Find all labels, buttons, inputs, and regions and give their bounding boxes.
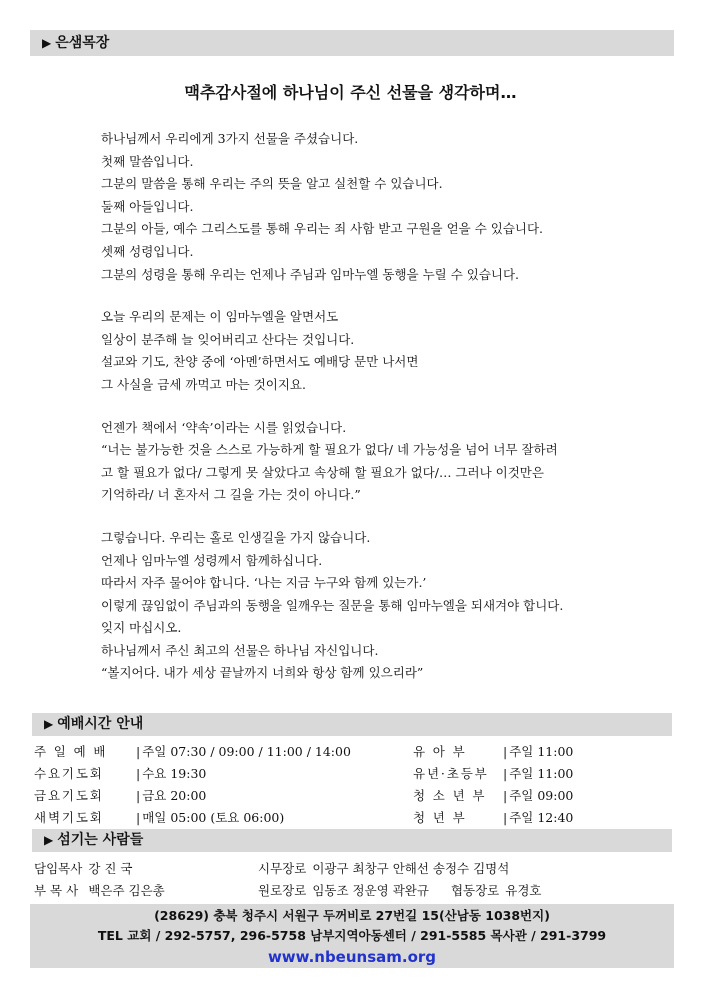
- schedule-row: [413, 762, 573, 784]
- article-line: 그렇습니다. 우리는 홀로 인생길을 가지 않습니다.: [101, 529, 371, 545]
- article-line: 오늘 우리의 문제는 이 임마누엘을 알면서도: [101, 309, 339, 325]
- staff-table-pastors: [34, 857, 171, 901]
- staff-row: [34, 857, 171, 879]
- schedule-label: 청 소 년 부: [413, 788, 487, 803]
- section-header-label: 예배시간 안내: [57, 716, 144, 732]
- schedule-label: 유 아 부: [413, 744, 467, 759]
- staff-row: [258, 879, 547, 901]
- schedule-label: 금요기도회: [34, 788, 104, 803]
- schedule-label: 주 일 예 배: [34, 744, 108, 759]
- schedule-separator: |: [503, 809, 508, 825]
- article-body: [101, 128, 631, 705]
- article-paragraph: [101, 128, 631, 286]
- schedule-row: [413, 784, 573, 806]
- staff-names: 강 진 국: [88, 861, 133, 876]
- schedule-time: 주일 11:00: [509, 766, 574, 781]
- schedule-separator: |: [503, 765, 508, 781]
- schedule-label: 유년·초등부: [413, 766, 489, 781]
- schedule-time: 주일 07:30 / 09:00 / 11:00 / 14:00: [142, 744, 351, 759]
- article-line: 그 사실을 금세 까먹고 마는 것이지요.: [101, 376, 306, 392]
- article-line: 일상이 분주해 늘 잊어버리고 산다는 것입니다.: [101, 331, 355, 347]
- article-line: 기억하라/ 너 혼자서 그 길을 가는 것이 아니다.”: [101, 487, 361, 503]
- schedule-row: [34, 784, 351, 806]
- article-line: 따라서 자주 물어야 합니다. ‘나는 지금 누구와 함께 있는가.’: [101, 575, 427, 591]
- article-line: 그분의 말씀을 통해 우리는 주의 뜻을 알고 실천할 수 있습니다.: [101, 176, 443, 192]
- schedule-separator: |: [136, 809, 141, 825]
- article-line: 언제나 임마누엘 성령께서 함께하십니다.: [101, 552, 323, 568]
- staff-names: 이광구 최창구 안해선 송정수 김명석: [312, 861, 510, 876]
- schedule-time: 수요 19:30: [142, 766, 207, 781]
- article-paragraph: [101, 527, 631, 685]
- article-line: 하나님께서 주신 최고의 선물은 하나님 자신입니다.: [101, 642, 379, 658]
- article-line: 그분의 성령을 통해 우리는 언제나 주님과 임마누엘 동행을 누릴 수 있습니다.: [101, 266, 520, 282]
- schedule-table-main: [34, 740, 351, 828]
- article-paragraph: [101, 306, 631, 396]
- staff-role: 담임목사: [34, 861, 83, 876]
- triangle-right-icon: ▶: [44, 717, 54, 731]
- triangle-right-icon: ▶: [44, 833, 54, 847]
- article-line: 잊지 마십시오.: [101, 620, 182, 636]
- schedule-time: 주일 12:40: [509, 810, 574, 825]
- schedule-separator: |: [503, 787, 508, 803]
- article-paragraph: [101, 417, 631, 507]
- article-line: 첫째 말씀입니다.: [101, 153, 194, 169]
- staff-row: [258, 857, 547, 879]
- schedule-label: 새벽기도회: [34, 810, 104, 825]
- schedule-row: [34, 806, 351, 828]
- schedule-row: [413, 740, 573, 762]
- article-line: 설교와 기도, 찬양 중에 ‘아멘’하면서도 예배당 문만 나서면: [101, 354, 419, 370]
- article-line: 언젠가 책에서 ‘약속’이라는 시를 읽었습니다.: [101, 419, 347, 435]
- schedule-table-departments: [413, 740, 573, 828]
- article-line: “볼지어다. 내가 세상 끝날까지 너희와 항상 함께 있으리라”: [101, 665, 424, 681]
- schedule-separator: |: [136, 765, 141, 781]
- staff-table-elders: [258, 857, 547, 901]
- schedule-label: 수요기도회: [34, 766, 104, 781]
- schedule-separator: |: [136, 787, 141, 803]
- church-footer: [30, 904, 674, 968]
- section-header-eunsam: [30, 30, 674, 56]
- schedule-label: 청 년 부: [413, 810, 467, 825]
- staff-role: 협동장로: [450, 883, 500, 898]
- article-line: 고 할 필요가 없다/ 그렇게 못 살았다고 속상해 할 필요가 없다/… 그러나 이것만은: [101, 464, 544, 480]
- article-line: 둘째 아들입니다.: [101, 198, 194, 214]
- staff-names: 임동조 정운영 곽완규: [312, 883, 429, 898]
- article-line: “너는 불가능한 것을 스스로 가능하게 할 필요가 없다/ 네 가능성을 넘어 너무 잘하려: [101, 442, 558, 458]
- schedule-row: [34, 740, 351, 762]
- section-header-staff: [32, 829, 672, 852]
- schedule-time: 매일 05:00 (토요 06:00): [142, 810, 285, 825]
- church-phone: TEL 교회 / 292-5757, 296-5758 남부지역아동센터 / 291-5585 목사관 / 291-3799: [97, 928, 607, 943]
- triangle-right-icon: ▶: [42, 36, 52, 50]
- staff-role: 원로장로: [258, 883, 307, 898]
- schedule-separator: |: [136, 743, 141, 759]
- schedule-separator: |: [503, 743, 508, 759]
- article-title: 맥추감사절에 하나님이 주신 선물을 생각하며…: [184, 83, 517, 102]
- article-line: 셋째 성령입니다.: [101, 243, 194, 259]
- staff-names: 백은주 김은총: [88, 883, 165, 898]
- article-line: 하나님께서 우리에게 3가지 선물을 주셨습니다.: [101, 131, 359, 146]
- schedule-time: 주일 11:00: [509, 744, 574, 759]
- section-header-service-times: [32, 713, 672, 736]
- section-header-label: 은샘목장: [55, 35, 110, 51]
- article-line: 이렇게 끊임없이 주님과의 동행을 일깨우는 질문을 통해 임마누엘을 되새겨야 합니다.: [101, 597, 564, 613]
- staff-role: 부 목 사: [34, 883, 79, 898]
- schedule-time: 주일 09:00: [509, 788, 574, 803]
- staff-row: [34, 879, 171, 901]
- schedule-row: [34, 762, 351, 784]
- church-address: (28629) 충북 청주시 서원구 두꺼비로 27번길 15(산남동 1038번지): [154, 908, 550, 923]
- article-line: 그분의 아들, 예수 그리스도를 통해 우리는 죄 사함 받고 구원을 얻을 수 있습니다.: [101, 221, 544, 237]
- schedule-time: 금요 20:00: [142, 788, 207, 803]
- staff-role: 시무장로: [258, 861, 307, 876]
- staff-names: 유경호: [505, 883, 542, 898]
- section-header-label: 섬기는 사람들: [57, 832, 144, 848]
- schedule-row: [413, 806, 573, 828]
- church-website-link[interactable]: www.nbeunsam.org: [267, 948, 437, 966]
